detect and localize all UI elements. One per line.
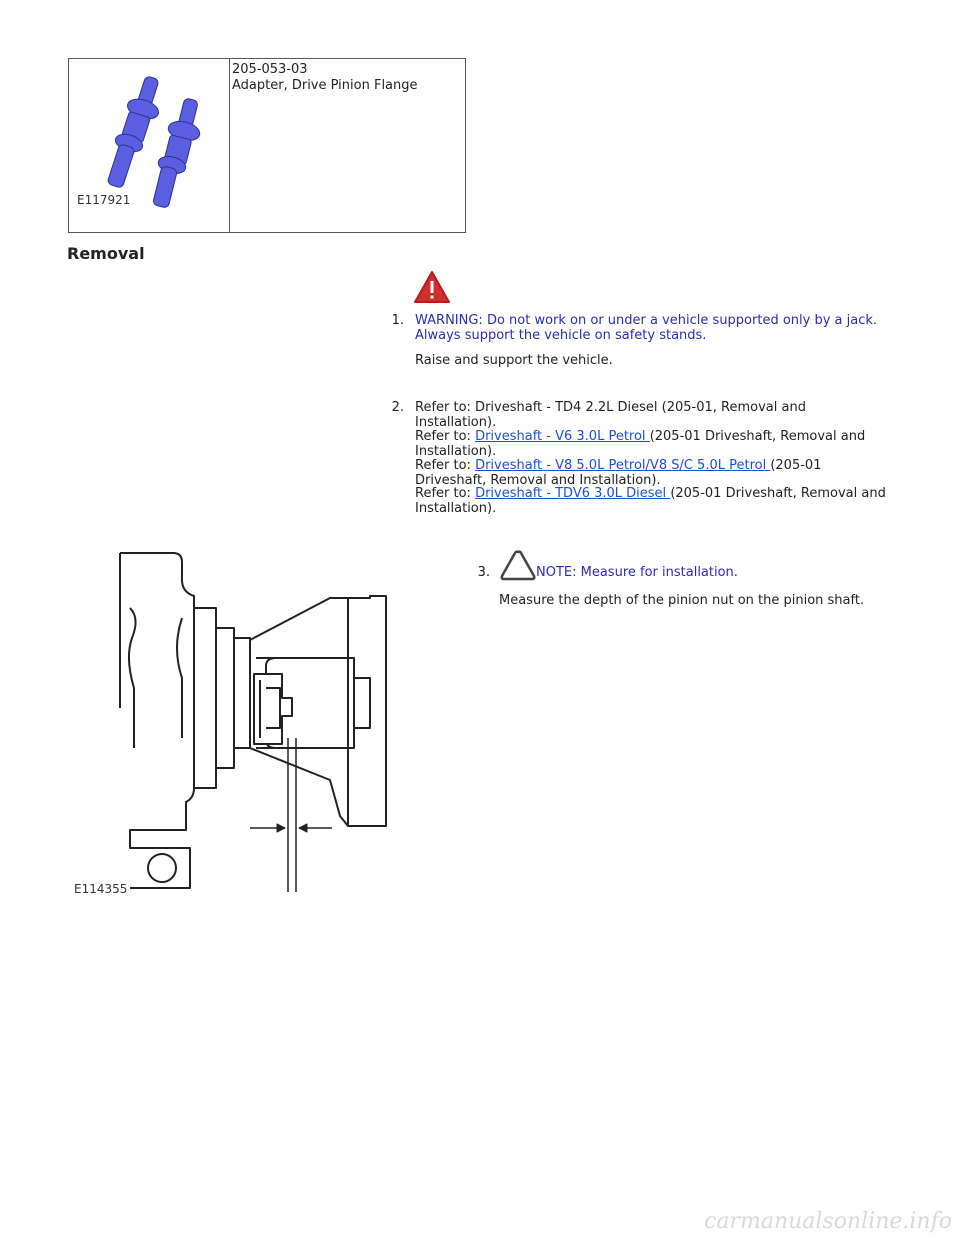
step-number: 1. bbox=[391, 313, 404, 328]
note-icon bbox=[500, 549, 536, 581]
watermark: carmanualsonline.info bbox=[704, 1209, 952, 1234]
reference-line bbox=[415, 429, 865, 444]
tool-illustration bbox=[69, 59, 230, 232]
step-text: Raise and support the vehicle. bbox=[415, 353, 613, 368]
section-title: Removal bbox=[67, 244, 145, 263]
reference-text: Driveshaft, Removal and Installation). bbox=[415, 473, 661, 488]
reference-prefix: Refer to: bbox=[415, 486, 476, 501]
step-number: 3. bbox=[477, 565, 490, 580]
warning-text: WARNING: Do not work on or under a vehicle supported only by a jack. bbox=[415, 313, 878, 328]
warning-text-line2: Always support the vehicle on safety stands. bbox=[415, 328, 707, 343]
reference-prefix: Refer to: bbox=[415, 458, 476, 473]
step-text: Measure the depth of the pinion nut on the pinion shaft. bbox=[499, 593, 865, 608]
pinion-nut-diagram-icon bbox=[70, 548, 392, 908]
warning-icon bbox=[413, 270, 451, 304]
driveshaft-v8-petrol-link[interactable]: Driveshaft - V8 5.0L Petrol/V8 S/C 5.0L Petrol bbox=[475, 458, 771, 473]
pinion-measurement-diagram bbox=[70, 548, 392, 908]
driveshaft-tdv6-diesel-link[interactable]: Driveshaft - TDV6 3.0L Diesel bbox=[475, 486, 671, 501]
reference-suffix: (205-01 bbox=[770, 458, 822, 473]
reference-text: Refer to: Driveshaft - TD4 2.2L Diesel (205-01, Removal and bbox=[415, 400, 806, 415]
tool-name: Adapter, Drive Pinion Flange bbox=[232, 78, 418, 93]
tool-number: 205-053-03 bbox=[232, 62, 308, 77]
reference-text: Installation). bbox=[415, 415, 497, 430]
reference-line bbox=[415, 486, 886, 501]
tool-image-label: E117921 bbox=[77, 193, 131, 207]
special-tool-table bbox=[68, 58, 466, 233]
reference-text: Installation). bbox=[415, 444, 497, 459]
note-text: NOTE: Measure for installation. bbox=[536, 565, 738, 580]
diagram-image-label: E114355 bbox=[74, 882, 128, 896]
reference-suffix: (205-01 Driveshaft, Removal and bbox=[649, 429, 866, 444]
reference-prefix: Refer to: bbox=[415, 429, 476, 444]
reference-suffix: (205-01 Driveshaft, Removal and bbox=[670, 486, 886, 501]
reference-text: Installation). bbox=[415, 501, 497, 516]
driveshaft-v6-petrol-link[interactable]: Driveshaft - V6 3.0L Petrol bbox=[475, 429, 650, 444]
reference-line bbox=[415, 458, 821, 473]
step-number: 2. bbox=[391, 400, 404, 415]
